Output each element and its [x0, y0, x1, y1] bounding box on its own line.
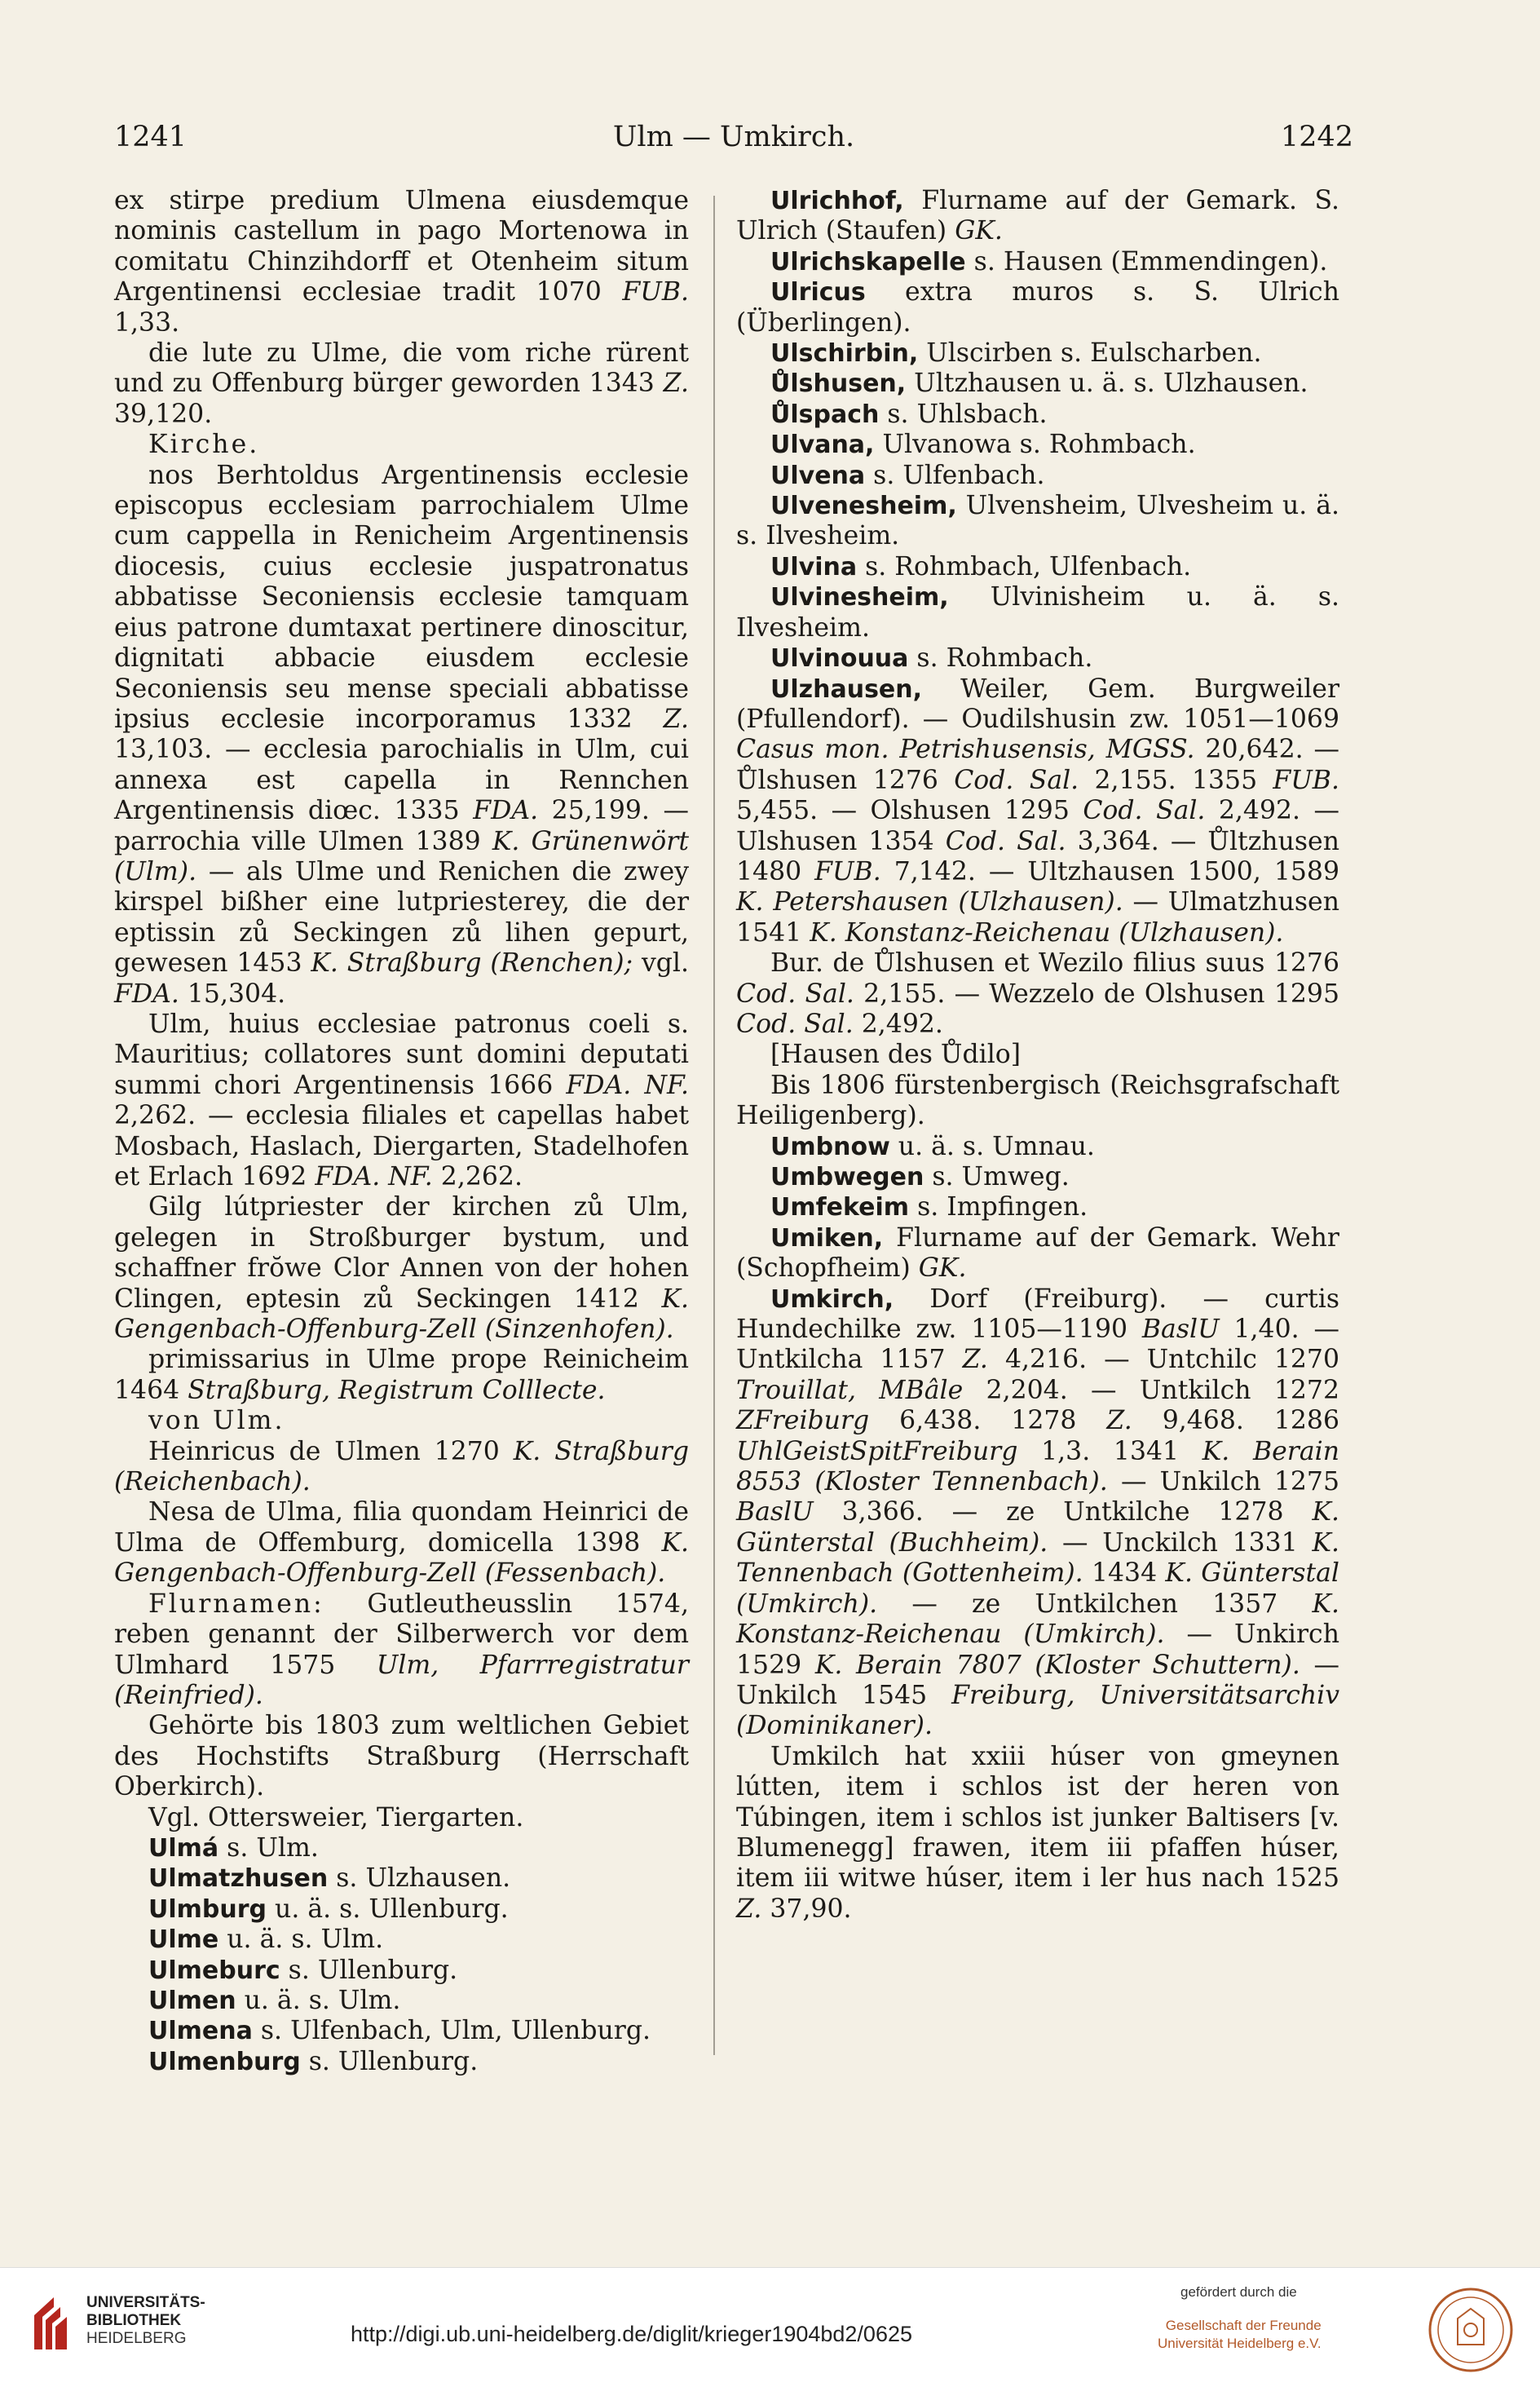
section-heading-kirche: Kirche.: [148, 430, 260, 460]
dictionary-entry: Ůlshusen, Ultzhausen u. ä. s. Ulzhausen.: [770, 369, 1308, 399]
left-column: [114, 186, 689, 2077]
dictionary-entry: Ulrichhof, Flurname auf der Gemark. S. Ulrich (Staufen) GK.: [736, 186, 1339, 246]
dictionary-entry: Umiken, Flurname auf der Gemark. Wehr (Schopfheim) GK.: [736, 1222, 1339, 1284]
cross-reference-entry: Ulmeburc s. Ullenburg.: [148, 1955, 458, 1985]
dictionary-entry: Ulvena s. Ulfenbach.: [770, 460, 1045, 490]
cross-reference-entry: Ulmá s. Ulm.: [148, 1832, 319, 1863]
cross-reference-entry: Ulmena s. Ulfenbach, Ulm, Ullenburg.: [148, 2016, 651, 2046]
column-divider: [713, 196, 715, 2055]
dictionary-entry: Ulvinouua s. Rohmbach.: [770, 643, 1093, 674]
cross-reference-entry: Ulmatzhusen s. Ulzhausen.: [148, 1863, 511, 1894]
paragraph: Ulm, huius ecclesiae patronus coeli s. Mauritius; collatores sunt domini deputati summi chori Argentinensis 1666 FDA. NF. 2,262. — ecclesia filiales et capellas habet Mosbach, Haslach, Diergarten, Stadelhofen et Erlach 1692 FDA. NF. 2,262.: [114, 1009, 689, 1191]
dictionary-entry: Umbnow u. ä. s. Umnau.: [770, 1131, 1095, 1161]
paragraph: ex stirpe predium Ulmena eiusdemque nominis castellum in pago Mortenowa in comitatu Chinzihdorff et Otenheim situm Argentinensi ecclesiae tradit 1070 FUB. 1,33.: [114, 186, 689, 338]
paragraph: die lute zu Ulme, die vom riche rürent und zu Offenburg bürger geworden 1343 Z. 39,120.: [114, 338, 689, 429]
dictionary-entry: Ůlspach s. Uhlsbach.: [770, 399, 1048, 429]
running-header: [114, 121, 1353, 161]
dictionary-entry: Umbwegen s. Umweg.: [770, 1162, 1070, 1191]
paragraph: Umkilch hat xxiii húser von gmeynen lútten, item i schlos ist der heren von Túbingen, item i schlos ist junker Baltisers [v. Blumenegg] frawen, item iii pfaffen húser, item iii witwe húser, item i ler hus nach 1525 Z. 37,90.: [736, 1741, 1339, 1924]
cross-reference-entry: Ulmen u. ä. s. Ulm.: [148, 1985, 401, 2015]
paragraph: primissarius in Ulme prope Reinicheim 1464 Straßburg, Registrum Colllecte.: [114, 1345, 689, 1405]
dictionary-entry: Ulschirbin, Ulscirben s. Eulscharben.: [770, 338, 1262, 369]
ub-heidelberg-wordmark: UNIVERSITÄTS- BIBLIOTHEK HEIDELBERG: [86, 2294, 205, 2347]
dictionary-entry: Ulrichskapelle s. Hausen (Emmendingen).: [770, 246, 1328, 276]
permalink-url[interactable]: http://digi.ub.uni-heidelberg.de/diglit/krieger1904bd2/0625: [351, 2322, 913, 2346]
right-column: [736, 186, 1339, 1925]
paragraph: [Hausen des Ůdilo]: [770, 1040, 1022, 1070]
ub-heidelberg-logo-icon: [29, 2292, 78, 2358]
section-heading-von-ulm: von Ulm.: [148, 1406, 285, 1436]
paragraph: Gilg lútpriester der kirchen zů Ulm, gelegen in Stroßburger bystum, und schaffner frŏwe Clor Annen von der hohen Clingen, eptesin zů Seckingen 1412 K. Gengenbach-Offenburg-Zell (Sinzenhofen).: [114, 1192, 689, 1345]
dictionary-entry-ulzhausen: Ulzhausen, Weiler, Gem. Burgweiler (Pfullendorf). — Oudilshusin zw. 1051—1069 Casus mon. Petrishusensis, MGSS. 20,642. — Ůlshusen 1276 Cod. Sal. 2,155. 1355 FUB. 5,455. — Olshusen 1295 Cod. Sal. 2,492. — Ulshusen 1354 Cod. Sal. 3,364. — Ůltzhusen 1480 FUB. 7,142. — Ultzhausen 1500, 1589 K. Petershausen (Ulzhausen). — Ulmatzhusen 1541 K. Konstanz-Reichenau (Ulzhausen).: [736, 674, 1339, 948]
running-title: Ulm — Umkirch.: [612, 121, 855, 153]
dictionary-entry: Ulricus extra muros s. S. Ulrich (Überlingen).: [736, 277, 1339, 338]
cross-reference-entry: Ulmburg u. ä. s. Ullenburg.: [148, 1894, 509, 1924]
university-seal-icon: [1427, 2286, 1515, 2374]
dictionary-entry: Ulvinesheim, Ulvinisheim u. ä. s. Ilvesheim.: [736, 582, 1339, 643]
dictionary-entry: Ulvenesheim, Ulvensheim, Ulvesheim u. ä. s. Ilvesheim.: [736, 491, 1339, 551]
paragraph: Vgl. Ottersweier, Tiergarten.: [148, 1802, 524, 1832]
sponsor-name: Gesellschaft der Freunde Universität Heidelberg e.V.: [1158, 2318, 1322, 2351]
dictionary-entry-umkirch: Umkirch, Dorf (Freiburg). — curtis Hundechilke zw. 1105—1190 BaslU 1,40. — Untkilcha 1157 Z. 4,216. — Untchilc 1270 Trouillat, MBâle 2,204. — Untkilch 1272 ZFreiburg 6,438. 1278 Z. 9,468. 1286 UhlGeistSpitFreiburg 1,3. 1341 K. Berain 8553 (Kloster Tennenbach). — Unkilch 1275 BaslU 3,366. — ze Untkilche 1278 K. Günterstal (Buchheim). — Unckilch 1331 K. Tennenbach (Gottenheim). 1434 K. Günterstal (Umkirch). — ze Untkilchen 1357 K. Konstanz-Reichenau (Umkirch). — Unkirch 1529 K. Berain 7807 (Kloster Schuttern). — Unkilch 1545 Freiburg, Universitätsarchiv (Dominikaner).: [736, 1284, 1339, 1741]
dictionary-entry: Ulvina s. Rohmbach, Ulfenbach.: [770, 551, 1192, 581]
paragraph: Nesa de Ulma, filia quondam Heinrici de Ulma de Offemburg, domicella 1398 K. Gengenbach-Offenburg-Zell (Fessenbach).: [114, 1497, 689, 1589]
paragraph: Gehörte bis 1803 zum weltlichen Gebiet des Hochstifts Straßburg (Herrschaft Oberkirch).: [114, 1711, 689, 1802]
paragraph: Flurnamen: Gutleutheusslin 1574, reben genannt der Silberwerch vor dem Ulmhard 1575 Ulm, Pfarrregistratur (Reinfried).: [114, 1589, 689, 1710]
paragraph: Heinricus de Ulmen 1270 K. Straßburg (Reichenbach).: [114, 1436, 689, 1497]
right-page-number: 1242: [1280, 121, 1353, 153]
paragraph: Bur. de Ůlshusen et Wezilo filius suus 1276 Cod. Sal. 2,155. — Wezzelo de Olshusen 1295 Cod. Sal. 2,492.: [736, 948, 1339, 1039]
dictionary-entry: Ulvana, Ulvanowa s. Rohmbach.: [770, 430, 1196, 460]
cross-reference-entry: Ulme u. ä. s. Ulm.: [148, 1925, 384, 1955]
dictionary-entry: Umfekeim s. Impfingen.: [770, 1192, 1088, 1222]
left-page-number: 1241: [114, 121, 188, 153]
digital-library-footer: [0, 2267, 1540, 2387]
paragraph: nos Berhtoldus Argentinensis ecclesie episcopus ecclesiam parrochialem Ulme cum cappella in Renicheim Argentinensis diocesis, cuius ecclesie juspatronatus abbatisse Seconiensis ecclesie tamquam eius patrone dumtaxat pertinere dinoscitur, dignitati abbacie eiusdem ecclesie Seconiensis seu mense speciali abbatisse ipsius ecclesie incorporamus 1332 Z. 13,103. — ecclesia parochialis in Ulm, cui annexa est capella in Rennchen Argentinensis diœc. 1335 FDA. 25,199. — parrochia ville Ulmen 1389 K. Grünenwört (Ulm). — als Ulme und Renichen die zwey kirspel bißher eine lutpriesterey, die der eptissin zů Seckingen zů lihen gepurt, gewesen 1453 K. Straßburg (Renchen); vgl. FDA. 15,304.: [114, 460, 690, 1009]
paragraph: Bis 1806 fürstenbergisch (Reichsgrafschaft Heiligenberg).: [736, 1070, 1339, 1131]
cross-reference-entry: Ulmenburg s. Ullenburg.: [148, 2046, 479, 2076]
sponsor-caption: gefördert durch die: [1180, 2284, 1297, 2300]
